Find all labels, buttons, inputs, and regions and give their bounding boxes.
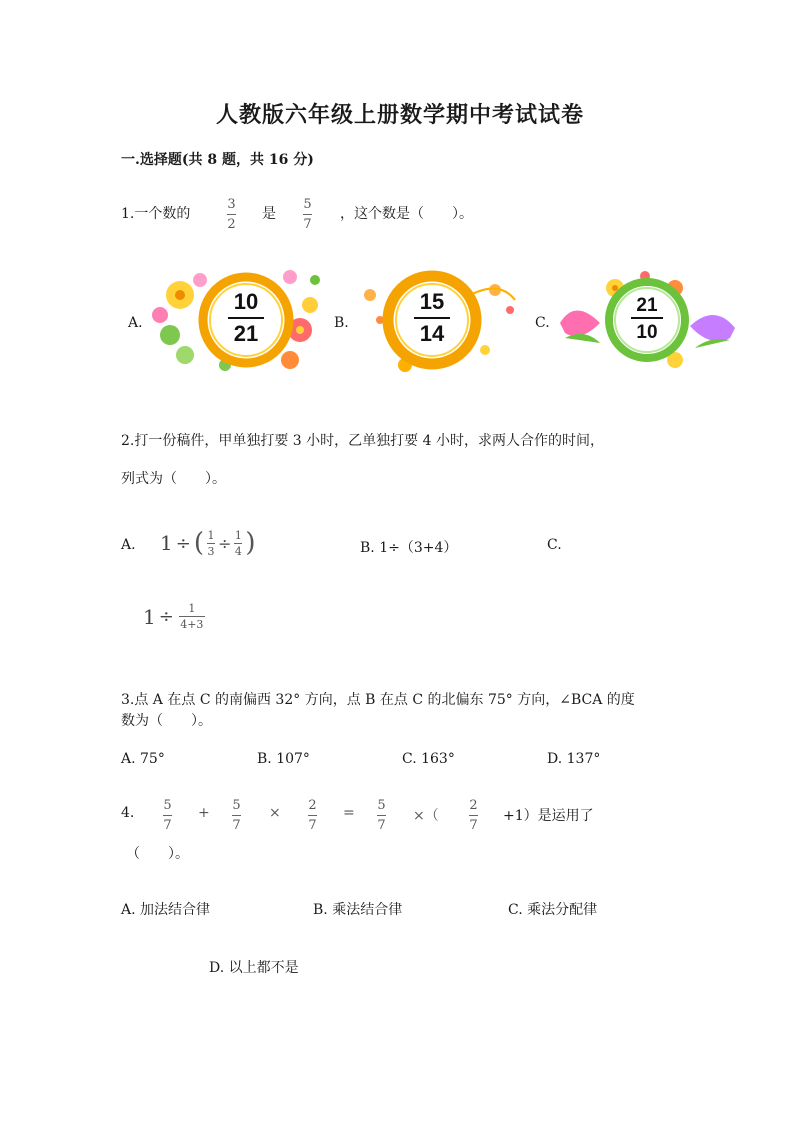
- q2-option-a-expression[interactable]: 1 ÷ ( $\frac{1}{3}$ ÷ $\frac{1}{4}$ ): [160, 528, 256, 558]
- q1-a-numerator: 10: [233, 289, 259, 314]
- q1-fraction-2: 5 7: [303, 197, 312, 232]
- q1-option-c-label[interactable]: C.: [535, 315, 550, 331]
- q4-option-c[interactable]: C. 乘法分配律: [508, 902, 598, 918]
- q1-option-a-label[interactable]: A.: [128, 315, 143, 331]
- q2-option-c-label[interactable]: C.: [547, 537, 562, 553]
- q3-option-c[interactable]: C. 163°: [402, 751, 455, 767]
- q2-line-2: 列式为（ ）。: [121, 471, 226, 487]
- q2-option-b[interactable]: B. 1÷（3+4）: [360, 540, 458, 556]
- q3-line-1: 3.点 A 在点 C 的南偏西 32° 方向，点 B 在点 C 的北偏东 75° 方向，∠BCA 的度: [121, 692, 635, 708]
- q4-equals: =: [343, 805, 355, 821]
- q4-fraction-2: 5 7: [232, 798, 241, 833]
- q4-fraction-3: 2 7: [308, 798, 317, 833]
- q1-option-b-label[interactable]: B.: [334, 315, 349, 331]
- q1-suffix: ，这个数是（ ）。: [340, 206, 473, 222]
- q1-option-c-swirl-badge[interactable]: [555, 268, 740, 373]
- q4-option-d[interactable]: D. 以上都不是: [209, 960, 299, 976]
- q4-line-2: （ ）。: [126, 846, 189, 862]
- q1-fraction-1: 3 2: [227, 197, 236, 232]
- q4-times-paren: ×（: [413, 808, 439, 824]
- q2-option-a-label[interactable]: A.: [121, 537, 136, 553]
- q4-number: 4.: [121, 805, 135, 821]
- q4-plus: +: [198, 805, 210, 821]
- q1-prefix: 1.一个数的: [121, 206, 191, 222]
- q1-a-denominator: 21: [233, 321, 259, 346]
- q1-option-b-ring-badge[interactable]: [350, 265, 525, 380]
- q3-line-2: 数为（ ）。: [121, 713, 212, 729]
- q4-times: ×: [269, 805, 281, 821]
- section-heading: 一.选择题(共 8 题，共 16 分): [121, 152, 314, 168]
- q3-option-a[interactable]: A. 75°: [121, 751, 165, 767]
- q1-c-denominator: 10: [636, 322, 658, 343]
- q1-b-denominator: 14: [419, 321, 445, 346]
- q4-fraction-5: 2 7: [469, 798, 478, 833]
- page-title: 人教版六年级上册数学期中考试试卷: [215, 102, 584, 128]
- q4-option-b[interactable]: B. 乘法结合律: [313, 902, 403, 918]
- q3-option-b[interactable]: B. 107°: [257, 751, 310, 767]
- q4-tail: +1）是运用了: [503, 808, 594, 824]
- q1-mid: 是: [262, 206, 276, 222]
- q1-b-numerator: 15: [419, 289, 445, 314]
- q4-fraction-1: 5 7: [163, 798, 172, 833]
- q1-option-a-flower-badge[interactable]: [140, 265, 330, 375]
- q4-fraction-4: 5 7: [377, 798, 386, 833]
- q1-c-numerator: 21: [636, 295, 658, 316]
- q3-option-d[interactable]: D. 137°: [547, 751, 601, 767]
- q4-option-a[interactable]: A. 加法结合律: [121, 902, 211, 918]
- q2-line-1: 2.打一份稿件，甲单独打要 3 小时，乙单独打要 4 小时，求两人合作的时间，: [121, 433, 604, 449]
- q2-option-c-expression[interactable]: 1 ÷ $\frac{1}{4+3}$: [143, 602, 204, 631]
